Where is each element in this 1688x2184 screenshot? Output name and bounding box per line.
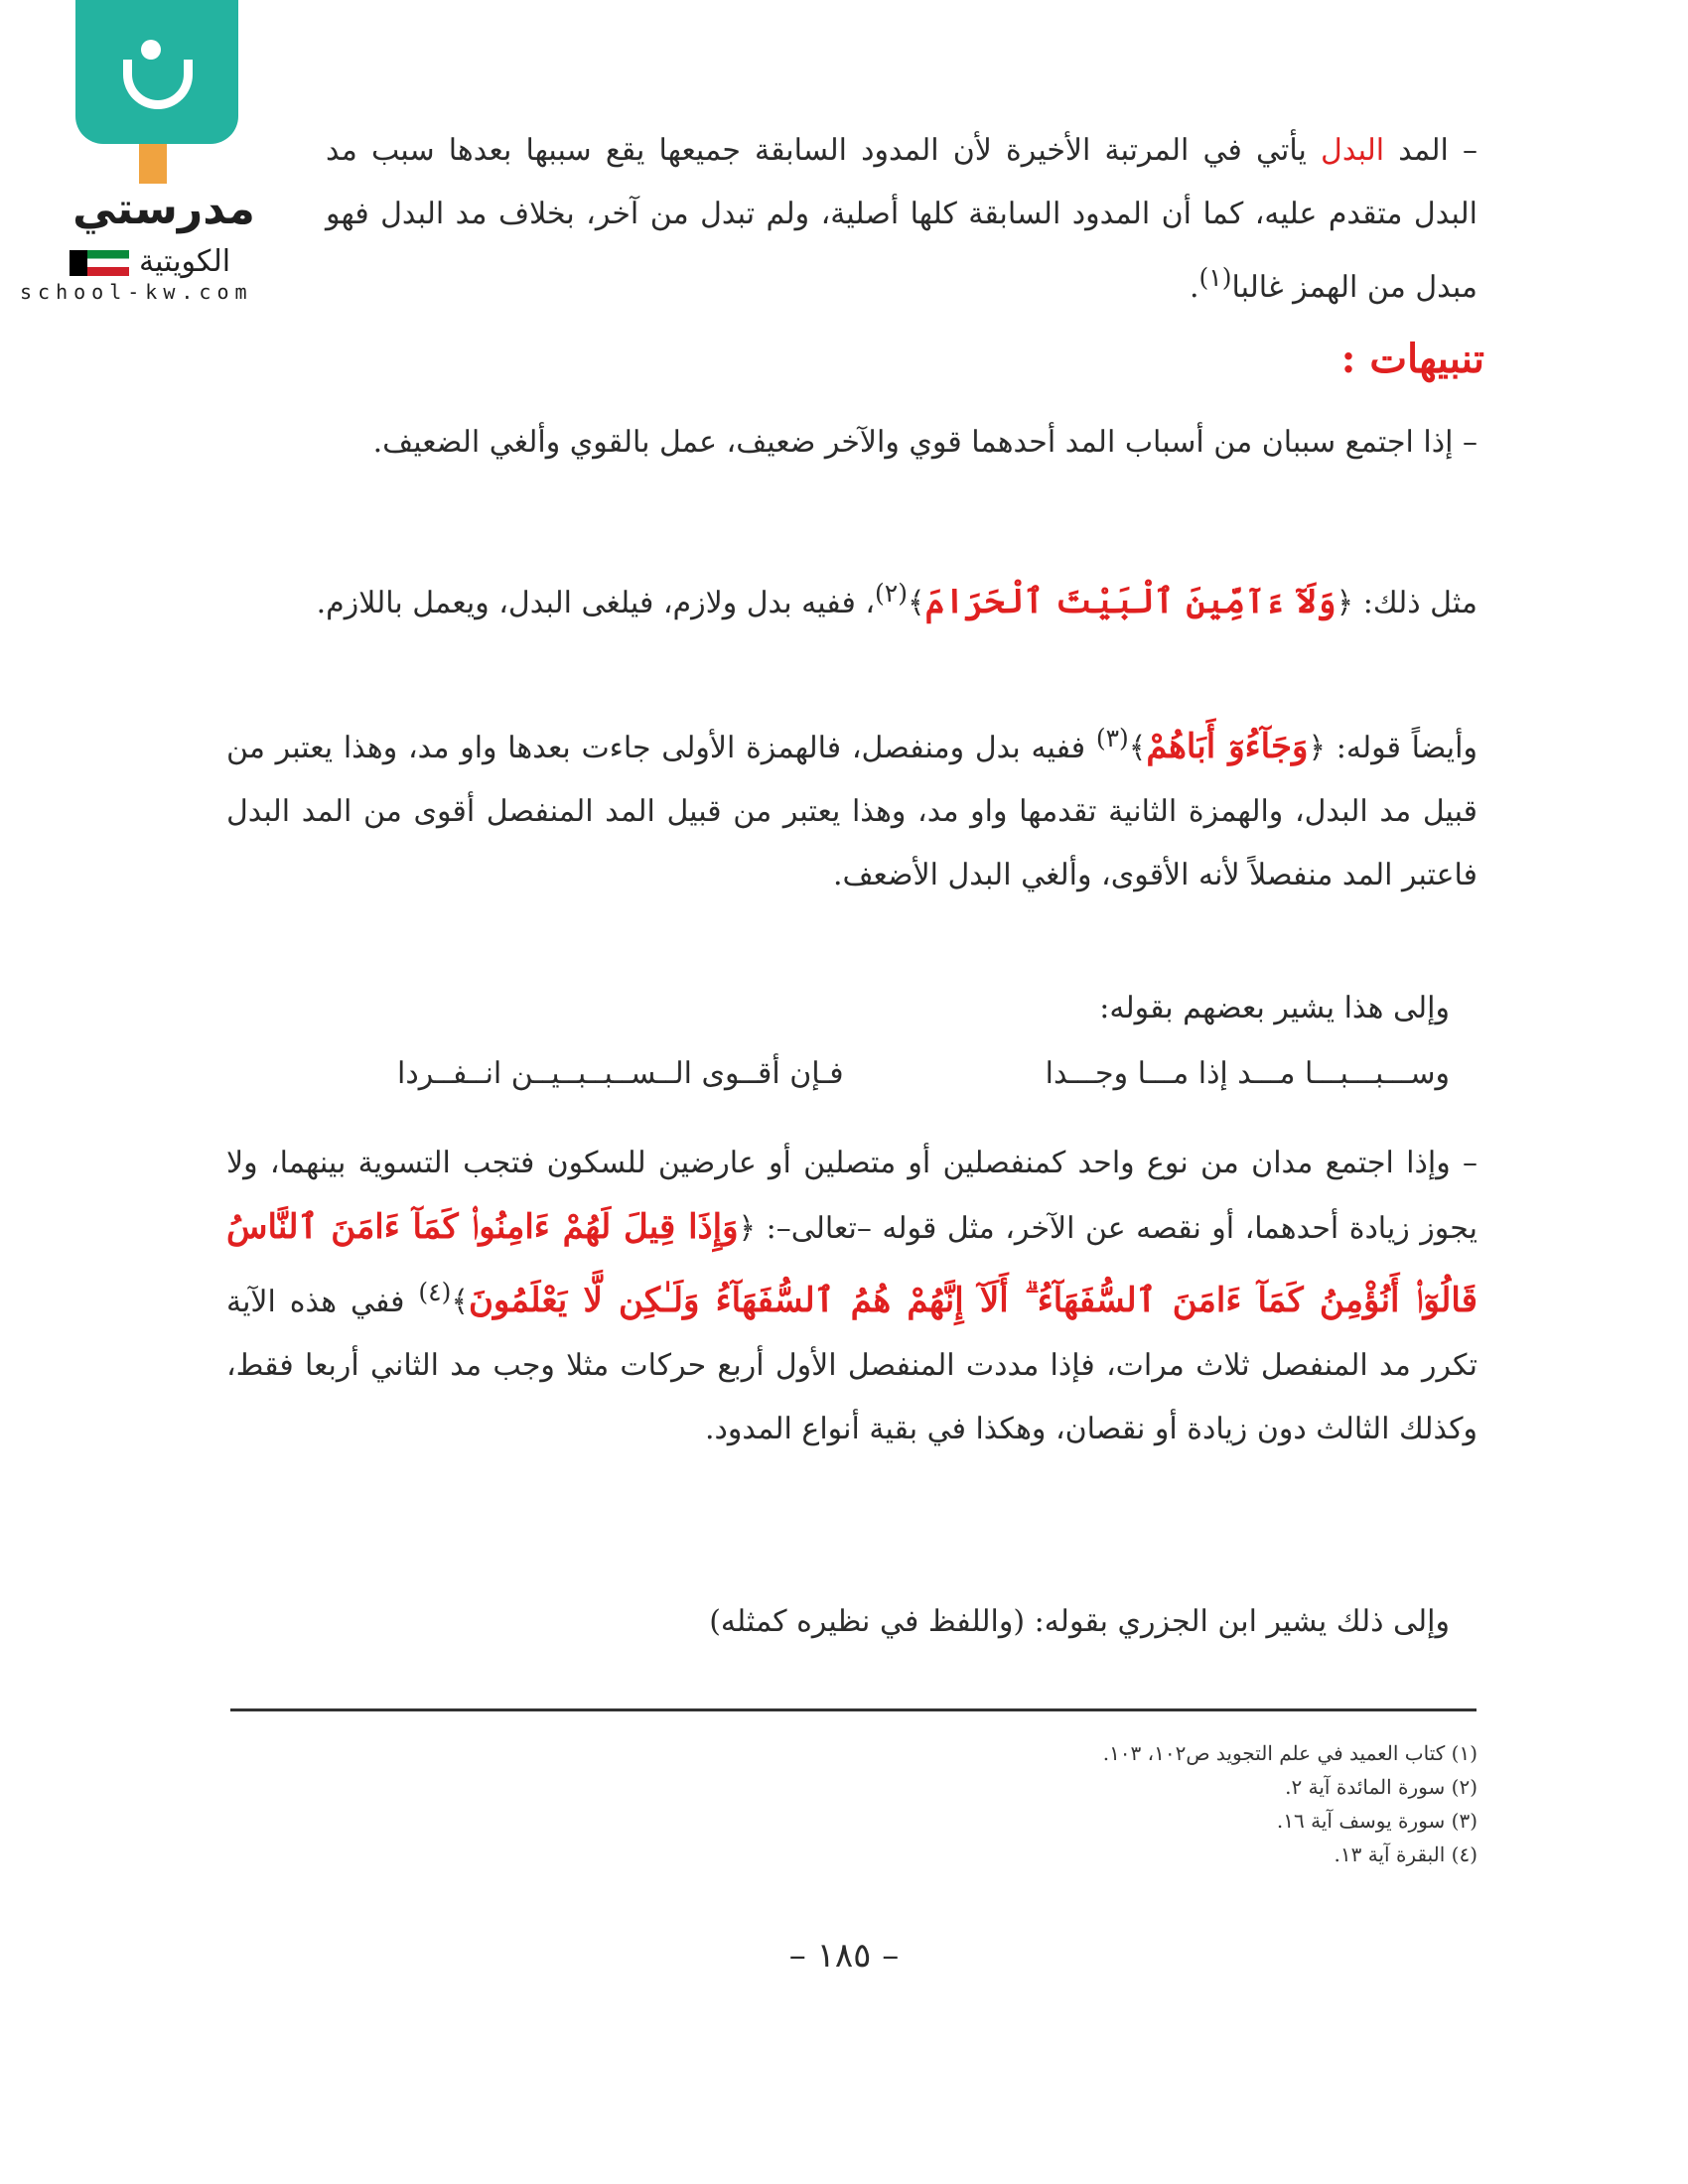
paragraph-ibn-jazari: وإلى ذلك يشير ابن الجزري بقوله: (واللفظ في نظيره كمثله) [709,1604,1450,1639]
logo-url: school-kw.com [20,280,253,304]
paragraph-example-2: وأيضاً قوله: ﴿وَجَآءُوٓ أَبَاهُمْ﴾$^{(٣)}$ ففيه بدل ومنفصل، فالهمزة الأولى جاءت بعدها واو مد، وهذا يعتبر من قبيل مد البدل، والهمزة الثانية تقدمها واو مد، وهذا يعتبر من قبيل المد المنفصل أقوى من المد البدل فاعتبر المد منفصلاً لأنه الأقوى، وألغي البدل الأضعف. [226,724,1477,892]
paragraph-poem-intro: وإلى هذا يشير بعضهم بقوله: [1099,991,1450,1025]
footnote-3: (٣) سورة يوسف آية ١٦. [1276,1809,1477,1833]
footnote-4: (٤) البقرة آية ١٣. [1334,1843,1477,1866]
quran-quote: وَإِذَا قِيلَ لَهُمْ ءَامِنُوا۟ كَمَآ ءَامَنَ ٱلنَّاسُ قَالُوٓا۟ أَنُؤْمِنُ كَمَآ ءَامَنَ ٱلسُّفَهَآءُ ۗ أَلَآ إِنَّهُمْ هُمُ ٱلسُّفَهَآءُ وَلَـٰكِن لَّا يَعْلَمُونَ [226,1207,1477,1320]
logo-subtitle: الكويتية [70,244,308,279]
kuwait-flag-icon [70,250,129,276]
footnote-ref: (٣) [1095,724,1129,752]
quran-quote: وَلَآ ءَآمِّينَ ٱلْبَيْتَ ٱلْحَرَامَ [924,582,1336,621]
footnote-ref: (٤) [418,1278,452,1306]
school-logo [20,0,308,304]
poem-verse [397,1056,1450,1091]
footnote-1: (١) كتاب العميد في علم التجويد ص١٠٢، ١٠٣. [1102,1741,1477,1765]
verse-first-half: وســـبـــبـــا مـــد إذا مـــا وجـــدا [1045,1056,1450,1091]
paragraph-equal-madd: – وإذا اجتمع مدان من نوع واحد كمنفصلين أو متصلين أو عارضين للسكون فتجب التسوية بينهما، ولا يجوز زيادة أحدهما، أو نقصه عن الآخر، مثل قوله –تعالى–: ﴿وَإِذَا قِيلَ لَهُمْ ءَامِنُوا۟ كَمَآ ءَامَنَ ٱلنَّاسُ قَالُوٓا۟ أَنُؤْمِنُ كَمَآ ءَامَنَ ٱلسُّفَهَآءُ ۗ أَلَآ إِنَّهُمْ هُمُ ٱلسُّفَهَآءُ وَلَـٰكِن لَّا يَعْلَمُونَ﴾$^{(٤)}$ ففي هذه الآية تكرر مد المنفصل ثلاث مرات، فإذا مددت المنفصل الأول أربع حركات مثلا وجب مد الثاني أربعا فقط، وكذلك الثالث دون زيادة أو نقصان، وهكذا في بقية أنواع المدود. [226,1146,1477,1446]
logo-icon [75,0,238,144]
verse-second-half: فـإن أقــوى الــســبــبــيــن انــفــردا [397,1056,844,1091]
paragraph-badal: – المد البدل يأتي في المرتبة الأخيرة لأن المدود السابقة جميعها يقع سببها بعدها سبب مد البدل متقدم عليه، كما أن المدود السابقة كلها أصلية، ولم تبدل من آخر، بخلاف مد البدل فهو مبدل من الهمز غالبا$^{(١)}$. [326,133,1478,305]
footnote-ref: (٢) [875,579,908,608]
paragraph-example-1: مثل ذلك: ﴿وَلَآ ءَآمِّينَ ٱلْبَيْتَ ٱلْحَرَامَ﴾$^{(٢)}$، ففيه بدل ولازم، فيلغى البدل، ويعمل باللازم. [316,579,1477,621]
logo-name: مدرستي [72,184,255,234]
quran-quote: وَجَآءُوٓ أَبَاهُمْ [1146,727,1309,766]
paragraph-two-causes: – إذا اجتمع سببان من أسباب المد أحدهما قوي والآخر ضعيف، عمل بالقوي وألغي الضعيف. [372,425,1477,460]
footnote-ref: (١) [1198,263,1232,292]
footnote-2: (٢) سورة المائدة آية ٢. [1285,1775,1477,1799]
page-number: – ١٨٥ – [788,1936,900,1976]
footnote-divider [230,1708,1477,1711]
highlight-badal: البدل [1321,133,1385,168]
bookmark-icon [139,144,167,184]
section-heading: تنبيهات : [1340,336,1484,382]
